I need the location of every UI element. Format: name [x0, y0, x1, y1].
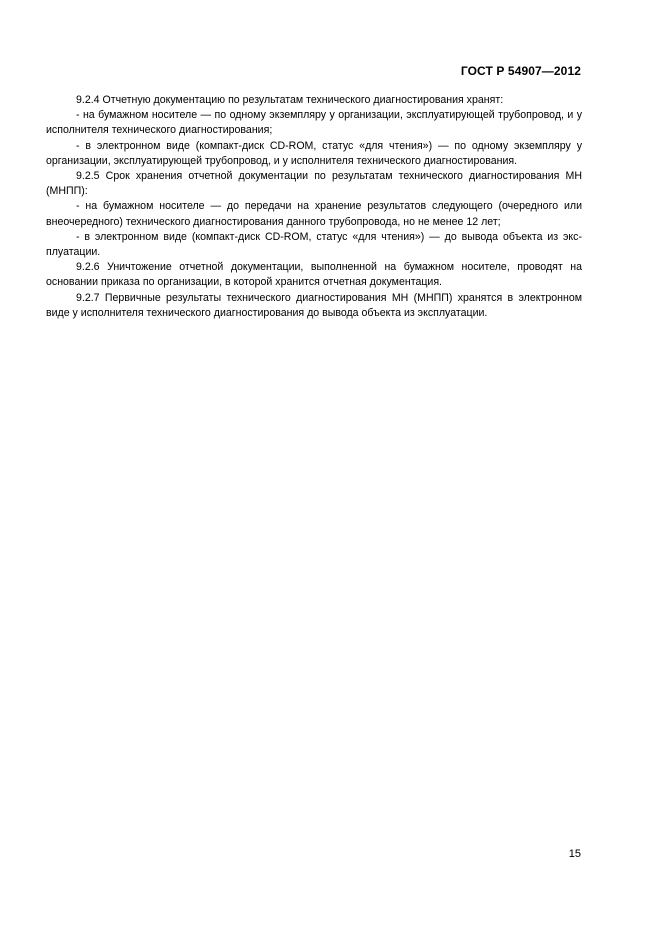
list-item-paper-copies: - на бумажном носителе — по одному экземпляру у организации, эксплуатирующей трубопровод, и у исполнителя технического диагностирования; — [46, 109, 582, 137]
list-item-paper-retention: - на бумажном носителе — до передачи на хранение результатов следующего (очередного или внеочередного) технического диагностирования данного трубопровода, но не менее 12 лет; — [46, 200, 582, 228]
clause-9-2-6: 9.2.6 Уничтожение отчетной документации, выполненной на бумажном носителе, проводят на основании приказа по организации, в которой хранится отчетная документация. — [46, 261, 582, 289]
page-number: 15 — [568, 848, 581, 860]
clause-9-2-7: 9.2.7 Первичные результаты технического диагностирования МН (МНПП) хранятся в электронном виде у исполнителя технического диагностирования до вывода объекта из эксплуатации. — [46, 291, 582, 319]
list-item-electronic-copies: - в электронном виде (компакт-диск CD-ROM, статус «для чтения») — по одному экземпляру у организации, эксплуатирующей трубопровод, и у исполнителя технического диагностирования. — [46, 139, 582, 167]
clause-9-2-5: 9.2.5 Срок хранения отчетной документации по результатам технического диагностирования МН (МНПП): — [46, 170, 582, 198]
list-item-electronic-retention: - в электронном виде (компакт-диск CD-ROM, статус «для чтения») — до вывода объекта из эксплуатации. — [46, 230, 582, 259]
clause-9-2-4: 9.2.4 Отчетную документацию по результатам технического диагностирования хранят: — [76, 94, 504, 106]
document-header: ГОСТ Р 54907—2012 — [460, 64, 581, 78]
document-body — [46, 93, 582, 321]
